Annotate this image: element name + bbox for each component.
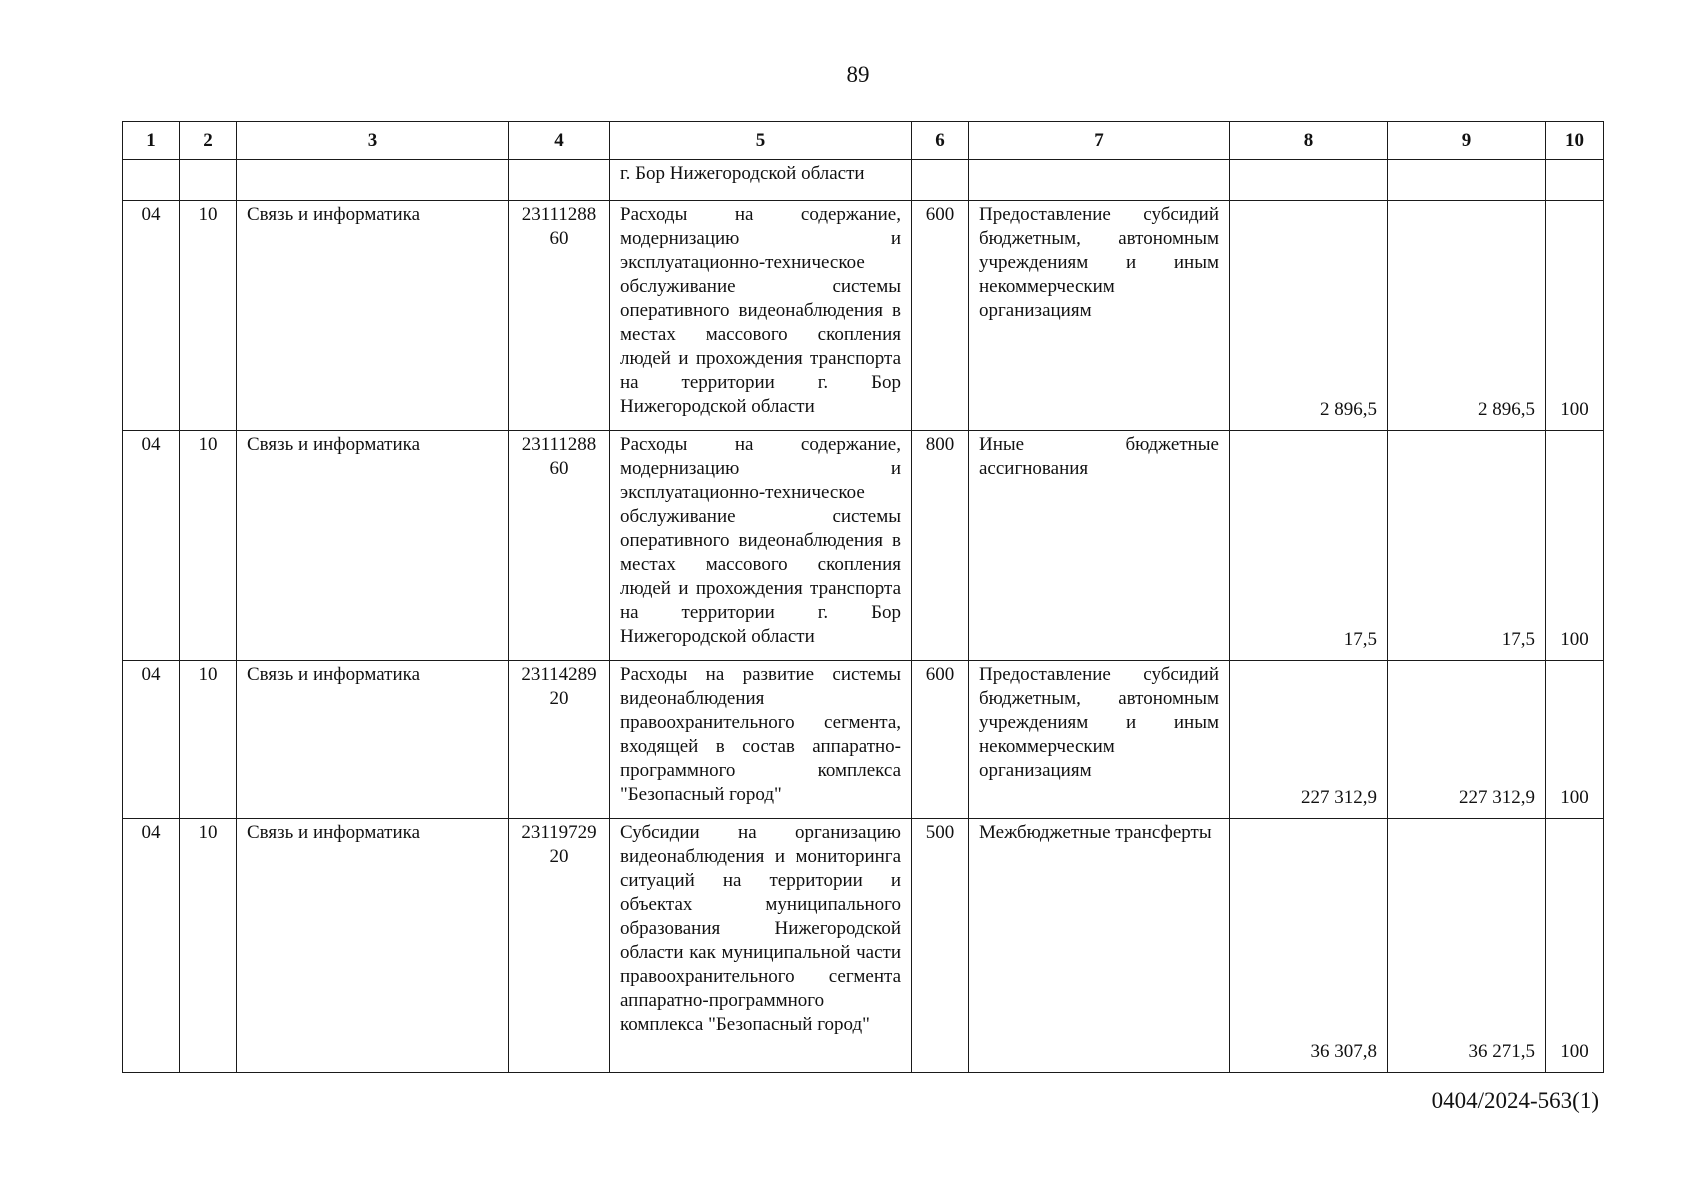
- column-header-9: 9: [1388, 122, 1546, 160]
- expense-description: Субсидии на организацию видеонаблюдения и мониторинга ситуаций на территории и объектах муниципального образования Нижегородской области как муниципальной части правоохранительного сегмента аппаратно-программного комплекса "Безопасный город": [610, 819, 912, 1073]
- section-code: 04: [123, 201, 180, 431]
- target-article-code: 2311128860: [509, 201, 610, 431]
- empty-cell: [969, 160, 1230, 201]
- column-header-8: 8: [1230, 122, 1388, 160]
- expense-type-name: Иные бюджетные ассигнования: [969, 431, 1230, 661]
- execution-percent: 100: [1546, 661, 1604, 819]
- page-number: 89: [846, 62, 870, 87]
- planned-amount: 36 307,8: [1230, 819, 1388, 1073]
- executed-amount: 17,5: [1388, 431, 1546, 661]
- section-name: Связь и информатика: [237, 819, 509, 1073]
- table-row: [123, 201, 1604, 431]
- subsection-code: 10: [180, 201, 237, 431]
- expense-type-code: 600: [912, 201, 969, 431]
- column-header-2: 2: [180, 122, 237, 160]
- subsection-code: 10: [180, 431, 237, 661]
- execution-percent: 100: [1546, 431, 1604, 661]
- expense-description: Расходы на развитие системы видеонаблюдения правоохранительного сегмента, входящей в состав аппаратно-программного комплекса "Безопасный город": [610, 661, 912, 819]
- table-row: [123, 431, 1604, 661]
- empty-cell: [1388, 160, 1546, 201]
- section-name: Связь и информатика: [237, 431, 509, 661]
- expense-description: Расходы на содержание, модернизацию и эксплуатационно-техническое обслуживание системы оперативного видеонаблюдения в местах массового скопления людей и прохождения транспорта на территории г. Бор Нижегородской области: [610, 431, 912, 661]
- section-code: 04: [123, 819, 180, 1073]
- expense-type-code: 600: [912, 661, 969, 819]
- section-code: 04: [123, 431, 180, 661]
- table-row: [123, 661, 1604, 819]
- column-header-6: 6: [912, 122, 969, 160]
- expense-type-name: Предоставление субсидий бюджетным, автономным учреждениям и иным некоммерческим организациям: [969, 201, 1230, 431]
- column-header-10: 10: [1546, 122, 1604, 160]
- expense-type-name: Межбюджетные трансферты: [969, 819, 1230, 1073]
- execution-percent: 100: [1546, 201, 1604, 431]
- target-article-code: 2311428920: [509, 661, 610, 819]
- empty-cell: [123, 160, 180, 201]
- executed-amount: 227 312,9: [1388, 661, 1546, 819]
- column-header-4: 4: [509, 122, 610, 160]
- empty-cell: [237, 160, 509, 201]
- empty-cell: [1546, 160, 1604, 201]
- section-name: Связь и информатика: [237, 661, 509, 819]
- column-header-1: 1: [123, 122, 180, 160]
- column-header-3: 3: [237, 122, 509, 160]
- expense-type-code: 500: [912, 819, 969, 1073]
- continuation-row: [123, 160, 1604, 201]
- target-article-code: 2311128860: [509, 431, 610, 661]
- empty-cell: [180, 160, 237, 201]
- expense-description: Расходы на содержание, модернизацию и эксплуатационно-техническое обслуживание системы оперативного видеонаблюдения в местах массового скопления людей и прохождения транспорта на территории г. Бор Нижегородской области: [610, 201, 912, 431]
- target-article-code: 2311972920: [509, 819, 610, 1073]
- column-header-5: 5: [610, 122, 912, 160]
- header-row: [123, 122, 1604, 160]
- executed-amount: 2 896,5: [1388, 201, 1546, 431]
- planned-amount: 17,5: [1230, 431, 1388, 661]
- subsection-code: 10: [180, 661, 237, 819]
- table-row: [123, 819, 1604, 1073]
- empty-cell: [1230, 160, 1388, 201]
- subsection-code: 10: [180, 819, 237, 1073]
- empty-cell: [509, 160, 610, 201]
- planned-amount: 2 896,5: [1230, 201, 1388, 431]
- section-name: Связь и информатика: [237, 201, 509, 431]
- empty-cell: [912, 160, 969, 201]
- executed-amount: 36 271,5: [1388, 819, 1546, 1073]
- expense-type-name: Предоставление субсидий бюджетным, автономным учреждениям и иным некоммерческим организациям: [969, 661, 1230, 819]
- section-code: 04: [123, 661, 180, 819]
- continuation-description: г. Бор Нижегородской области: [610, 160, 912, 201]
- expense-type-code: 800: [912, 431, 969, 661]
- budget-table: [122, 121, 1604, 1073]
- document-code: 0404/2024-563(1): [1431, 1088, 1599, 1113]
- column-header-7: 7: [969, 122, 1230, 160]
- execution-percent: 100: [1546, 819, 1604, 1073]
- planned-amount: 227 312,9: [1230, 661, 1388, 819]
